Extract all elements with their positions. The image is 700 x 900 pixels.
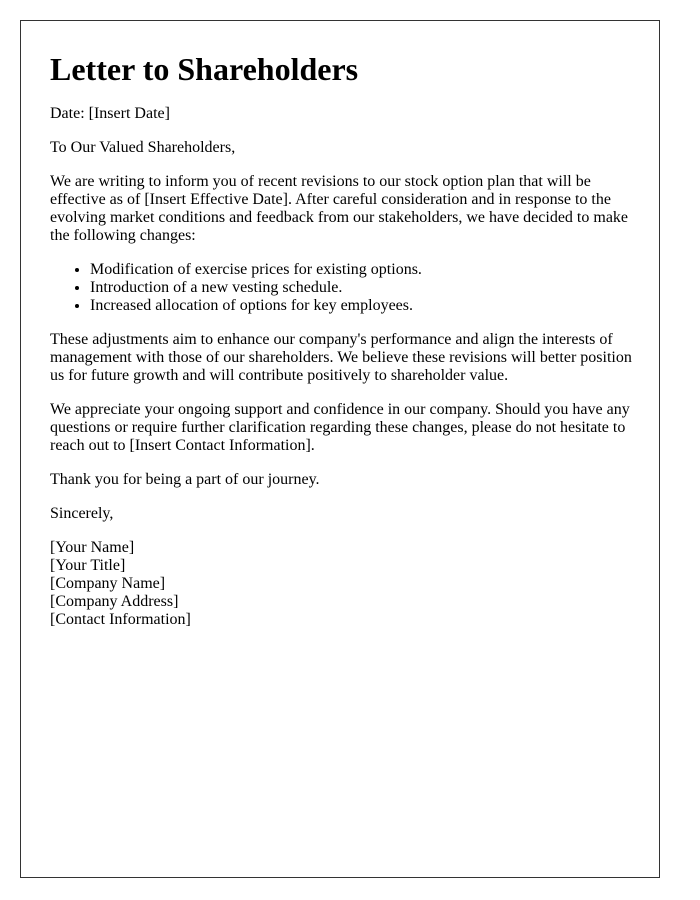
greeting: To Our Valued Shareholders, (50, 139, 236, 156)
intro-paragraph: We are writing to inform you of recent revisions to our stock option plan that will be effective as of [Insert Effective Date]. After careful consideration and in response to the evolving market conditions and feedback from our stakeholders, we have decided to make the following changes: (50, 173, 629, 244)
signature-contact-information: [Contact Information] (50, 611, 191, 628)
letter-content (50, 51, 632, 629)
letter-page (20, 20, 660, 878)
signature-name: [Your Name] (50, 539, 135, 556)
list-item: • Increased allocation of options for key employees. (90, 297, 632, 315)
signature-title: [Your Title] (50, 557, 126, 574)
signature-company-name: [Company Name] (50, 575, 166, 592)
signature-block (50, 539, 632, 629)
letter-title: Letter to Shareholders (50, 51, 359, 87)
changes-list (50, 261, 632, 315)
thanks-paragraph: Thank you for being a part of our journey. (50, 471, 320, 488)
signature-company-address: [Company Address] (50, 593, 179, 610)
list-item: • Introduction of a new vesting schedule. (90, 279, 632, 297)
support-paragraph: We appreciate your ongoing support and confidence in our company. Should you have any questions or require further clarification regarding these changes, please do not hesitate to reach out to [Insert Contact Information]. (50, 401, 630, 454)
date-line: Date: [Insert Date] (50, 105, 170, 122)
closing: Sincerely, (50, 505, 114, 522)
rationale-paragraph: These adjustments aim to enhance our company's performance and align the interests of management with those of our shareholders. We believe these revisions will better position us for future growth and will contribute positively to shareholder value. (50, 331, 632, 384)
list-item: • Modification of exercise prices for existing options. (90, 261, 632, 279)
